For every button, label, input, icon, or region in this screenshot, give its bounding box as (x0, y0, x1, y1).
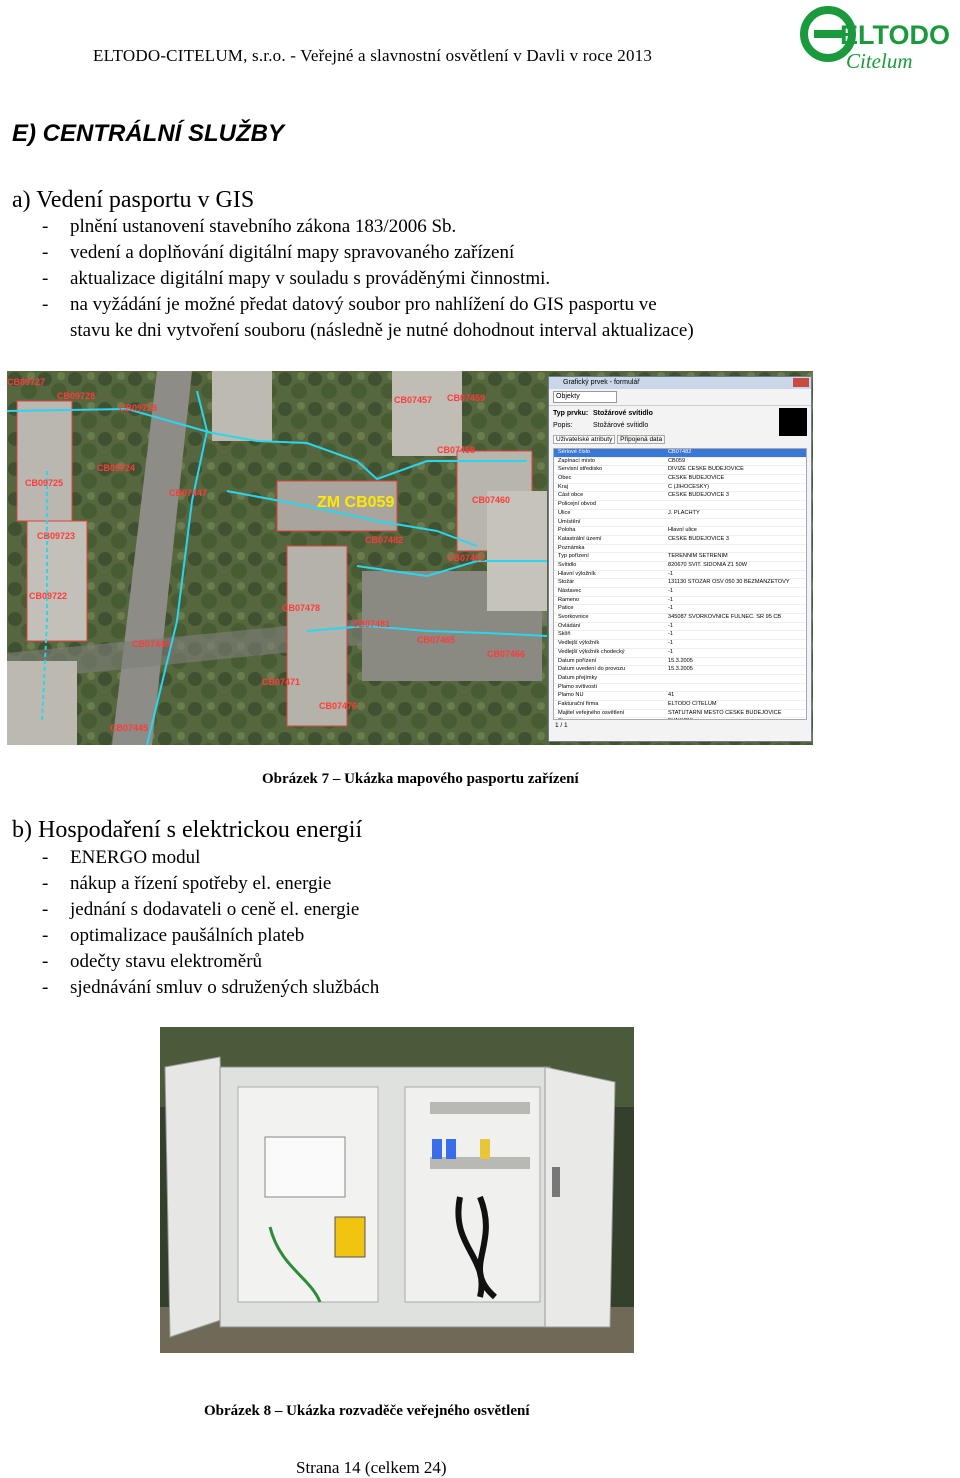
logo-bottom-text: Citelum (846, 49, 913, 73)
attribute-name: Hlavní výložník (558, 570, 596, 577)
attribute-value: STATUTÁRNÍ MĚSTO ČESKÉ BUDĚJOVICE (668, 709, 782, 716)
table-row[interactable] (554, 519, 806, 528)
svg-text:CB07478: CB07478 (282, 603, 321, 613)
table-row[interactable] (554, 675, 806, 684)
attribute-name: Patice (558, 605, 574, 612)
list-item-continuation: stavu ke dni vytvoření souboru (následně je nutné dohodnout interval aktualizace) (70, 320, 694, 341)
attribute-name: Zapínací místo (558, 457, 595, 464)
list-item: - jednání s dodavateli o ceně el. energie (42, 899, 360, 920)
attribute-name: Nástavec (558, 588, 582, 594)
table-row[interactable] (554, 527, 806, 536)
symbol-preview (779, 408, 807, 436)
attribute-value: -1 (668, 640, 673, 647)
attribute-value (668, 501, 806, 509)
table-row[interactable] (554, 614, 806, 623)
section-title: E) CENTRÁLNÍ SLUŽBY (12, 120, 284, 147)
attribute-value: -1 (668, 648, 673, 655)
list-item: - nákup a řízení spotřeby el. energie (42, 873, 332, 894)
attribute-name: Plamo NU (558, 692, 584, 699)
figure-8-caption: Obrázek 8 – Ukázka rozvaděče veřejného osvětlení (204, 1403, 530, 1419)
attribute-value: 820670 SVIT. SIDONIA Z1 50W (668, 561, 747, 568)
table-row[interactable] (554, 562, 806, 571)
attribute-name: Ovládání (558, 622, 581, 629)
tab-attached-data[interactable]: Připojená data (617, 435, 665, 444)
form-titlebar: Grafický prvek - formulář (549, 377, 811, 389)
attribute-value: DIVIZE ČESKÉ BUDĚJOVICE (668, 466, 744, 473)
table-row[interactable] (554, 710, 806, 719)
table-row[interactable] (554, 649, 806, 658)
attribute-value: 131130 STOZAR OSV 050 30 BEZMANZETOVY (668, 579, 790, 586)
attribute-value: 345087 SVORKOVNICE FULNEC. SR 95 CB (668, 614, 782, 621)
attribute-value: 15.3.2005 (668, 666, 693, 673)
attribute-value: CB059 (668, 457, 686, 464)
attribute-name: Stožár (558, 579, 575, 586)
part-a-title: a) Vedení pasportu v GIS (12, 187, 255, 213)
list-item: - ENERGO modul (42, 847, 201, 868)
attribute-value: CB07482 (668, 449, 692, 455)
svg-text:CB07471: CB07471 (262, 677, 301, 687)
close-icon[interactable] (793, 378, 809, 387)
attribute-name: Obec (558, 475, 572, 482)
svg-text:CB07466: CB07466 (487, 649, 526, 659)
attribute-name: Poloha (558, 527, 576, 534)
attribute-name: Sklíň (558, 631, 571, 638)
attribute-value: C (JIHOČESKÝ) (668, 483, 710, 490)
svg-text:CB09729: CB09729 (119, 403, 158, 413)
svg-text:CB07465: CB07465 (417, 635, 456, 645)
attribute-value: ELTODO CITELUM (668, 700, 717, 707)
table-row[interactable] (554, 640, 806, 649)
form-pager: 1 / 1 (555, 722, 568, 729)
tab-attributes[interactable]: Uživatelské atributy (553, 435, 615, 444)
attribute-name: Poznámka (558, 544, 585, 551)
attribute-name: Datum přejímky (558, 674, 598, 681)
list-item: - vedení a doplňování digitální mapy spravovaného zařízení (42, 242, 515, 263)
form-toolbar (549, 389, 811, 406)
attribute-name: Rameno (558, 596, 580, 603)
svg-text:CB07459: CB07459 (447, 393, 486, 403)
table-row[interactable] (554, 492, 806, 501)
attribute-value (668, 519, 806, 527)
list-item: - odečty stavu elektroměrů (42, 951, 263, 972)
figure-switchboard-photo (160, 1027, 634, 1353)
attribute-name: Umístění (558, 518, 581, 525)
svg-text:CB09722: CB09722 (29, 591, 68, 601)
table-row[interactable] (554, 579, 806, 588)
attribute-name: Sériové číslo (558, 449, 591, 455)
table-row[interactable] (554, 701, 806, 710)
attribute-table (553, 448, 807, 720)
attribute-name: Kraj (558, 483, 568, 490)
attribute-value: -1 (668, 570, 673, 577)
figure-gis-map (7, 371, 813, 745)
attribute-name: Svítidlo (558, 561, 577, 568)
attribute-value: ČESKÉ BUDĚJOVICE 3 (668, 535, 729, 542)
attribute-value (668, 684, 806, 692)
svg-text:CB09727: CB09727 (7, 377, 46, 387)
attribute-name: Plamo svítivosti (558, 683, 597, 690)
table-row[interactable] (554, 631, 806, 640)
list-item: - plnění ustanovení stavebního zákona 183/2006 Sb. (42, 216, 457, 237)
attribute-value: ČESKÉ BUDĚJOVICE (668, 475, 725, 482)
figure-7-caption: Obrázek 7 – Ukázka mapového pasportu zařízení (262, 771, 579, 787)
attribute-name: Vedlejší výložník chodecký (558, 648, 625, 655)
attribute-value: -1 (668, 605, 673, 612)
attribute-value: J. PLACHTY (668, 509, 700, 516)
svg-text:CB09724: CB09724 (97, 463, 136, 473)
part-b-title: b) Hospodaření s elektrickou energií (12, 817, 363, 843)
svg-text:CB07447: CB07447 (169, 488, 208, 498)
table-row[interactable] (554, 545, 806, 554)
logo-top-text: ELTODO (840, 20, 950, 50)
table-row[interactable] (554, 588, 806, 597)
svg-text:CB07461: CB07461 (447, 553, 486, 563)
map-zone-label: ZM CB059 (317, 494, 395, 511)
svg-text:CB09723: CB09723 (37, 531, 76, 541)
table-row[interactable] (554, 501, 806, 510)
table-row[interactable] (554, 484, 806, 493)
list-item: - aktualizace digitální mapy v souladu s prováděnými činnostmi. (42, 268, 551, 289)
page-footer: Strana 14 (celkem 24) (296, 1458, 447, 1477)
attribute-name: Datum uvedení do provozu (558, 666, 626, 673)
table-row[interactable] (554, 458, 806, 467)
attribute-value: 41 (668, 692, 675, 699)
table-row[interactable] (554, 605, 806, 614)
attribute-value: 15.3.2005 (668, 657, 693, 664)
attribute-name: Ulice (558, 509, 571, 516)
attribute-name: Fakturační firma (558, 700, 599, 707)
table-row[interactable] (554, 597, 806, 606)
attribute-name: Policejní obvod (558, 501, 596, 508)
svg-text:CB07446: CB07446 (132, 639, 171, 649)
table-row[interactable] (554, 475, 806, 484)
svg-text:CB07457: CB07457 (394, 395, 433, 405)
attribute-value: -1 (668, 622, 673, 629)
list-item: - sjednávání smluv o sdružených službách (42, 977, 380, 998)
table-row[interactable] (554, 536, 806, 545)
eltodo-logo (800, 4, 950, 74)
attribute-name: Typ pořízení (558, 553, 589, 560)
list-item: - na vyžádání je možné předat datový soubor pro nahlížení do GIS pasportu ve (42, 294, 657, 315)
table-row[interactable] (554, 658, 806, 667)
attribute-value: TERENNÍM ŠETŘENÍM (668, 553, 728, 560)
table-row[interactable] (554, 553, 806, 562)
attribute-name: Vedlejší výložník (558, 640, 600, 647)
table-row[interactable] (554, 623, 806, 632)
svg-text:CB09725: CB09725 (25, 478, 64, 488)
attribute-name: Katastrální území (558, 535, 602, 542)
svg-text:CB07482: CB07482 (365, 535, 404, 545)
attribute-value: -1 (668, 631, 673, 638)
attribute-name: Servisní středisko (558, 466, 603, 473)
attribute-name: Datum pořízení (558, 657, 597, 664)
attribute-name: Majitel veřejného osvětlení (558, 709, 625, 716)
attribute-value (668, 675, 806, 683)
svg-text:CB07481: CB07481 (352, 619, 391, 629)
list-item: - optimalizace paušálních plateb (42, 925, 305, 946)
page-header: ELTODO-CITELUM, s.r.o. - Veřejné a slavnostní osvětlení v Davli v roce 2013 (93, 46, 653, 65)
table-row[interactable] (554, 666, 806, 675)
gis-form-window: Grafický prvek - formulář Objekty Typ prvku: Stožárové svítidlo Popis: Stožárové svítidlo Uživatelské atributy Připojená data Sériové číslo CB07482 Zapínací místo CB059 Servisní středisko DIVIZE ČESKÉ BUDĚJOVICE Obec ČESKÉ BUDĚJOVICE Kraj C (JIHOČESKÝ) Část obce ČESKÉ BUDĚJOVICE 3 Policejní obvod Ulice J. PLACHTY Umístění Poloha Hlavní ulice Katastrální území ČESKÉ BUDĚJOVICE 3 Poznámka Typ pořízení TERENNÍM ŠETŘENÍM Svítidlo 820670 SVIT. SIDONIA Z1 50W Hlavní výložník -1 Stožár 131130 STOZAR OSV 050 30 BEZMANZETOVY Nástavec -1 Rameno -1 Patice -1 Svorkovnice 345087 SVORKOVNICE FULNEC. SR 95 CB Ovládání -1 Sklíň -1 Vedlejší výložník -1 Vedlejší výložník chodecký -1 Datum pořízení 15.3.2005 Datum uvedení do provozu 15.3.2005 Datum přejímky Plamo svítivosti Plamo NU 41 Fakturační firma ELTODO CITELUM Majitel veřejného osvětlení STATUTÁRNÍ MĚSTO ČESKÉ BUDĚJOVICE 1 / 1 (548, 376, 812, 742)
attribute-value: ČESKÉ BUDĚJOVICE 3 (668, 492, 729, 499)
table-row[interactable] (554, 692, 806, 701)
svg-text:CB07476: CB07476 (319, 701, 358, 711)
table-row[interactable] (554, 684, 806, 693)
attribute-value: -1 (668, 596, 673, 603)
svg-text:CB07458: CB07458 (437, 445, 476, 455)
attribute-value (668, 545, 806, 553)
table-row[interactable] (554, 510, 806, 519)
table-row[interactable] (554, 449, 806, 458)
table-row[interactable] (554, 571, 806, 580)
attribute-value: -1 (668, 588, 673, 594)
attribute-name: Svorkovnice (558, 614, 589, 621)
svg-text:CB07460: CB07460 (472, 495, 511, 505)
objects-dropdown[interactable]: Objekty (553, 391, 617, 403)
attribute-value: Hlavní ulice (668, 527, 697, 534)
table-row[interactable] (554, 466, 806, 475)
svg-text:CB07445: CB07445 (110, 723, 149, 733)
svg-text:CB09728: CB09728 (57, 391, 96, 401)
attribute-name: Část obce (558, 492, 584, 499)
